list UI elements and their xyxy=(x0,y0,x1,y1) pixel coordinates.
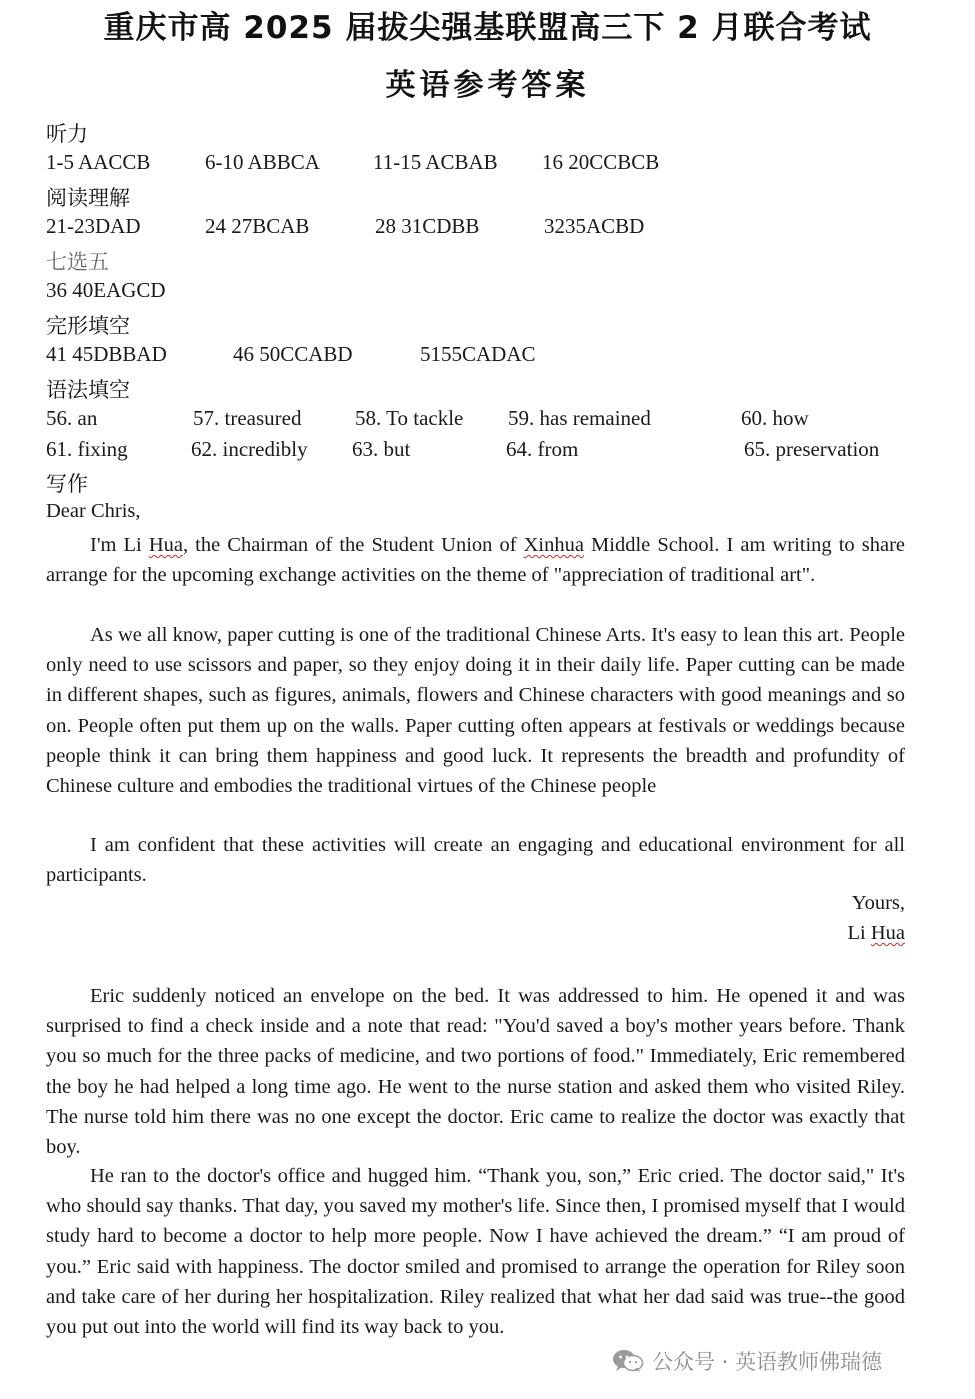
grammar-answer: 58. To tackle xyxy=(355,406,464,430)
answer-group: 21-23DAD xyxy=(46,214,141,238)
story-paragraph: Eric suddenly noticed an envelope on the bed. It was addressed to him. He opened it and was surprised to find a check inside and a note that read: "You'd saved a boy's mother years before. Thank you so much for the three packs of medicine, and two portions of food." Immediately, Eric remembered the boy he had helped a long time ago. He went to the nurse station and asked them who visited Riley. The nurse told him there was no one except the doctor. Eric came to realize the doctor was exactly that boy. xyxy=(46,985,905,1159)
grammar-answer: 56. an xyxy=(46,406,98,430)
watermark-text: 公众号 · 英语教师佛瑞德 xyxy=(652,1350,883,1374)
watermark xyxy=(612,1346,882,1376)
grammar-answer: 60. how xyxy=(741,406,809,430)
answer-group: 28 31CDBB xyxy=(375,214,480,238)
answer-group: 24 27BCAB xyxy=(205,214,310,238)
answer-group: 6-10 ABBCA xyxy=(205,150,320,174)
letter-paragraph: As we all know, paper cutting is one of the traditional Chinese Arts. It's easy to lean this art. People only need to use scissors and paper, so they enjoy doing it in their daily life. Paper cutting can be made in different shapes, such as figures, animals, flowers and Chinese characters with good meanings and so on. People often put them up on the walls. Paper cutting often appears at festivals or weddings because people think it can bring them happiness and good luck. It represents the breadth and profundity of Chinese culture and embodies the traditional virtues of the Chinese people xyxy=(46,624,905,798)
section-heading-grammar: 语法填空 xyxy=(46,378,130,402)
section-heading-cloze: 完形填空 xyxy=(46,314,130,338)
grammar-answer: 62. incredibly xyxy=(191,437,308,461)
grammar-answer: 59. has remained xyxy=(508,406,651,430)
section-heading-seven-five: 七选五 xyxy=(46,250,109,274)
answer-group: 36 40EAGCD xyxy=(46,278,166,302)
answer-group: 5155CADAC xyxy=(420,342,536,366)
grammar-answer: 61. fixing xyxy=(46,437,128,461)
answer-group: 11-15 ACBAB xyxy=(373,150,498,174)
page-subtitle: 英语参考答案 xyxy=(385,68,590,103)
answer-group: 3235ACBD xyxy=(544,214,645,238)
section-heading-listening: 听力 xyxy=(46,122,88,146)
grammar-answer: 57. treasured xyxy=(193,406,302,430)
letter-greeting: Dear Chris, xyxy=(46,500,141,522)
letter-paragraph: I am confident that these activities will create an engaging and educational environment for all participants. xyxy=(46,834,905,887)
section-heading-reading: 阅读理解 xyxy=(46,186,130,210)
letter-paragraph: I'm Li Hua, the Chairman of the Student Union of Xinhua Middle School. I am writing to share arrange for the upcoming exchange activities on the theme of "appreciation of traditional art". xyxy=(46,534,906,587)
grammar-answer: 64. from xyxy=(506,437,579,461)
section-heading-writing: 写作 xyxy=(46,472,88,496)
answer-group: 1-5 AACCB xyxy=(46,150,151,174)
letter-closing: Yours, xyxy=(851,892,905,914)
answer-group: 46 50CCABD xyxy=(233,342,353,366)
grammar-answer: 65. preservation xyxy=(744,437,880,461)
letter-signature: Li Hua xyxy=(847,922,905,944)
page-title: 重庆市高 2025 届拔尖强基联盟高三下 2 月联合考试 xyxy=(103,10,872,46)
grammar-answer: 63. but xyxy=(352,437,411,461)
answer-group: 16 20CCBCB xyxy=(542,150,660,174)
answer-group: 41 45DBBAD xyxy=(46,342,167,366)
wechat-icon xyxy=(612,1348,644,1374)
story-paragraph: He ran to the doctor's office and hugged him. “Thank you, son,” Eric cried. The doctor said," It's who should say thanks. That day, you saved my mother's life. Since then, I promised myself that I would study hard to become a doctor to help more people. Now I have achieved the dream.” “I am proud of you.” Eric said with happiness. The doctor smiled and promised to arrange the operation for Riley soon and take care of her during her hospitalization. Riley realized that what her dad said was true--the good you put out into the world will find its way back to you. xyxy=(46,1165,905,1339)
